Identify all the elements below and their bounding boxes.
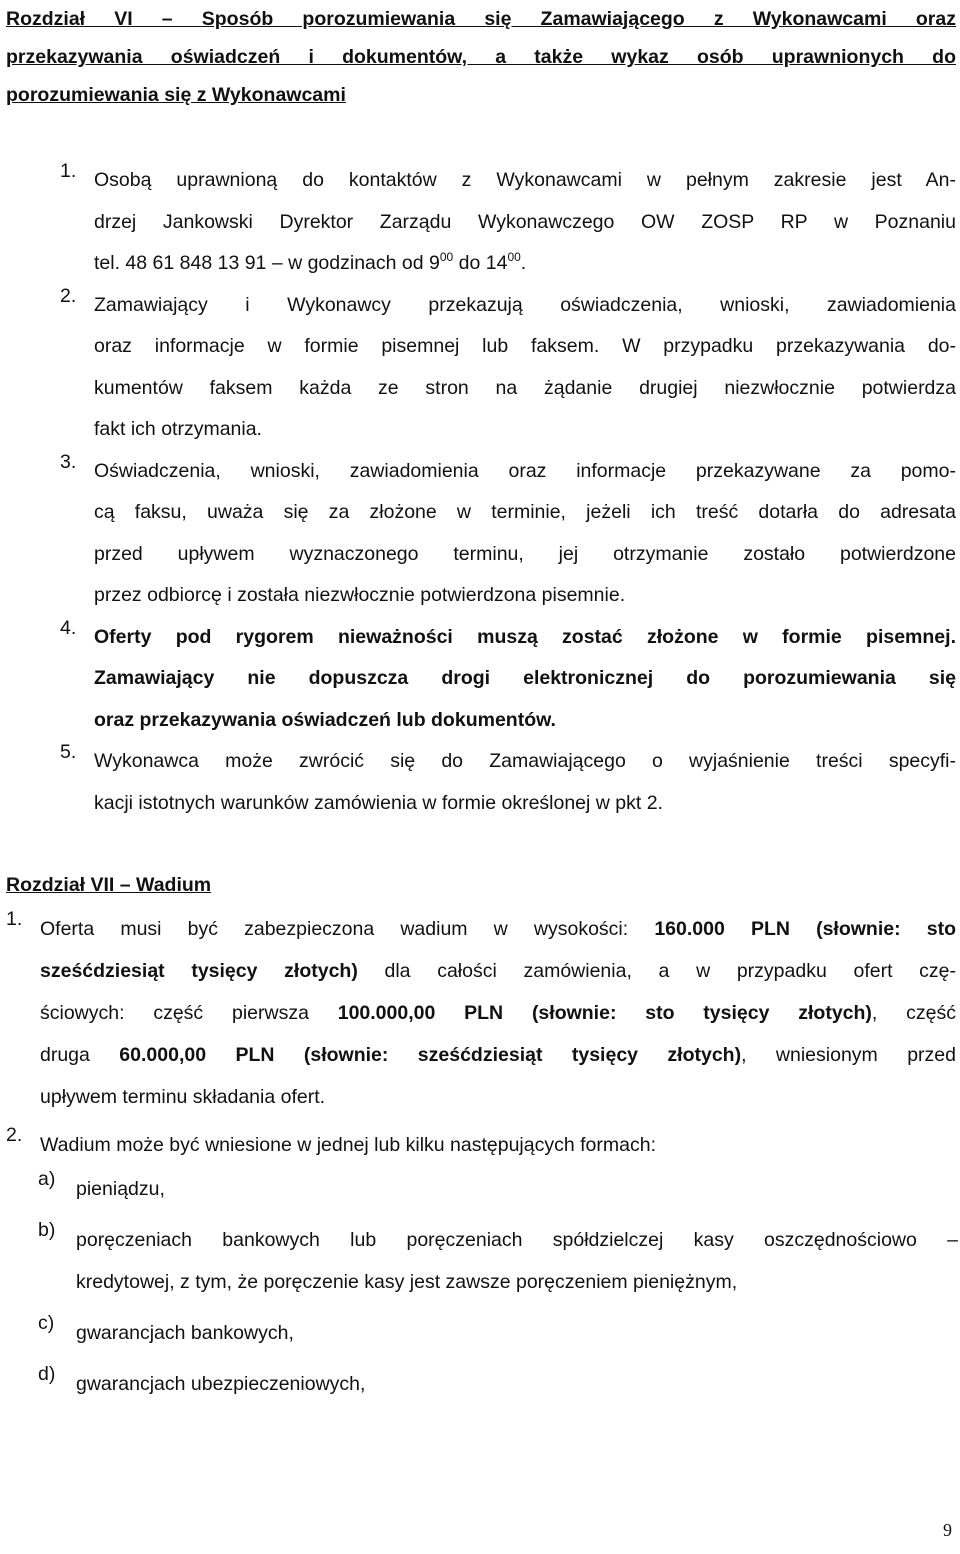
phone-hours-text: tel. 48 61 848 13 91 – w godzinach od 9 (94, 252, 440, 274)
item-letter: b) (38, 1219, 56, 1241)
item-line: Wadium może być wniesione w jednej lub kilku następujących formach: (40, 1134, 656, 1156)
wadium-forms-list (38, 1168, 958, 1414)
superscript: 00 (507, 250, 521, 264)
phone-hours-text: do 14 (453, 252, 508, 274)
item-line: upływem terminu składania ofert. (40, 1086, 326, 1108)
list-item (6, 908, 956, 1118)
item-text: druga (40, 1044, 120, 1066)
chapter-6-heading-line: porozumiewania się z Wykonawcami (6, 84, 346, 106)
chapter-6-list (60, 160, 956, 824)
item-text-bold: sześćdziesiąt tysięcy złotych) (40, 960, 358, 982)
list-item (38, 1312, 958, 1354)
item-line: Oświadczenia, wnioski, zawiadomienia oraz informacje przekazywane za pomo- (94, 459, 956, 482)
item-line (40, 992, 956, 1034)
item-line: oraz przekazywania oświadczeń lub dokumentów. (94, 708, 556, 731)
item-number: 1. (60, 160, 77, 182)
item-line: przez odbiorcę i została niezwłocznie potwierdzona pisemnie. (94, 584, 626, 606)
item-line: Zamawiający nie dopuszcza drogi elektronicznej do porozumiewania się (94, 667, 956, 689)
item-line: Zamawiający i Wykonawcy przekazują oświadczenia, wnioski, zawiadomienia (94, 293, 956, 316)
item-number: 5. (60, 741, 77, 763)
chapter-6-heading-line: przekazywania oświadczeń i dokumentów, a także wykaz osób uprawnionych do (6, 46, 956, 68)
item-number: 1. (6, 908, 23, 930)
item-letter: c) (38, 1312, 55, 1334)
item-line: cą faksu, uważa się za złożone w terminie, jeżeli ich treść dotarła do adresata (94, 501, 956, 523)
list-item (60, 617, 956, 742)
item-line: oraz informacje w formie pisemnej lub faksem. W przypadku przekazywania do- (94, 335, 956, 357)
list-item (38, 1363, 958, 1405)
item-line: fakt ich otrzymania. (94, 418, 262, 440)
list-item (60, 160, 956, 285)
item-line: drzej Jankowski Dyrektor Zarządu Wykonawczego OW ZOSP RP w Poznaniu (94, 210, 956, 233)
item-line: kredytowej, z tym, że poręczenie kasy jest zawsze poręczeniem pieniężnym, (76, 1271, 738, 1293)
list-item (38, 1168, 958, 1210)
list-item (38, 1219, 958, 1303)
item-text: , część (871, 1002, 956, 1024)
page-number: 9 (943, 1520, 952, 1540)
item-letter: a) (38, 1168, 56, 1190)
item-line: gwarancjach bankowych, (76, 1322, 294, 1344)
item-line: Osobą uprawnioną do kontaktów z Wykonawcami w pełnym zakresie jest An- (94, 169, 956, 191)
item-text: Oferta musi być zabezpieczona wadium w wysokości: (40, 918, 655, 940)
item-line (40, 908, 956, 950)
item-number: 2. (6, 1124, 23, 1146)
item-text: , wniesionym przed (741, 1044, 956, 1066)
item-text: ściowych: część pierwsza (40, 1002, 338, 1024)
list-item (60, 741, 956, 824)
item-letter: d) (38, 1363, 56, 1385)
item-line (40, 1034, 956, 1076)
list-item (6, 1124, 956, 1166)
item-number: 2. (60, 284, 77, 307)
item-line: poręczeniach bankowych lub poręczeniach spółdzielczej kasy oszczędnościowo – (76, 1229, 958, 1251)
item-text-bold: 100.000,00 PLN (słownie: sto tysięcy złotych) (337, 1002, 872, 1024)
item-number: 3. (60, 450, 77, 473)
list-item (60, 451, 956, 617)
chapter-7-list (6, 908, 956, 1166)
item-number: 4. (60, 616, 77, 639)
chapter-6-heading-line: Rozdział VI – Sposób porozumiewania się Zamawiającego z Wykonawcami oraz (6, 8, 956, 30)
chapter-6-heading (6, 0, 956, 114)
item-line: pieniądzu, (76, 1178, 165, 1200)
item-line: Oferty pod rygorem nieważności muszą zostać złożone w formie pisemnej. (94, 625, 956, 648)
item-line: kumentów faksem każda ze stron na żądanie drugiej niezwłocznie potwierdza (94, 376, 956, 399)
item-text: dla całości zamówienia, a w przypadku ofert czę- (357, 960, 957, 982)
chapter-7-heading (6, 866, 956, 904)
item-text-bold: 60.000,00 PLN (słownie: sześćdziesiąt tysięcy złotych) (119, 1044, 742, 1066)
item-line: kacji istotnych warunków zamówienia w formie określonej w pkt 2. (94, 791, 663, 814)
phone-hours-text: . (520, 252, 527, 274)
item-line: gwarancjach ubezpieczeniowych, (76, 1373, 366, 1395)
chapter-7-heading-line: Rozdział VII – Wadium (6, 874, 212, 896)
item-line: Wykonawca może zwrócić się do Zamawiającego o wyjaśnienie treści specyfi- (94, 750, 956, 772)
item-line: przed upływem wyznaczonego terminu, jej otrzymanie zostało potwierdzone (94, 542, 956, 565)
item-text-bold: 160.000 PLN (słownie: sto (654, 918, 956, 940)
superscript: 00 (439, 250, 454, 264)
item-line (94, 243, 956, 285)
item-line (40, 950, 956, 992)
list-item (60, 285, 956, 451)
